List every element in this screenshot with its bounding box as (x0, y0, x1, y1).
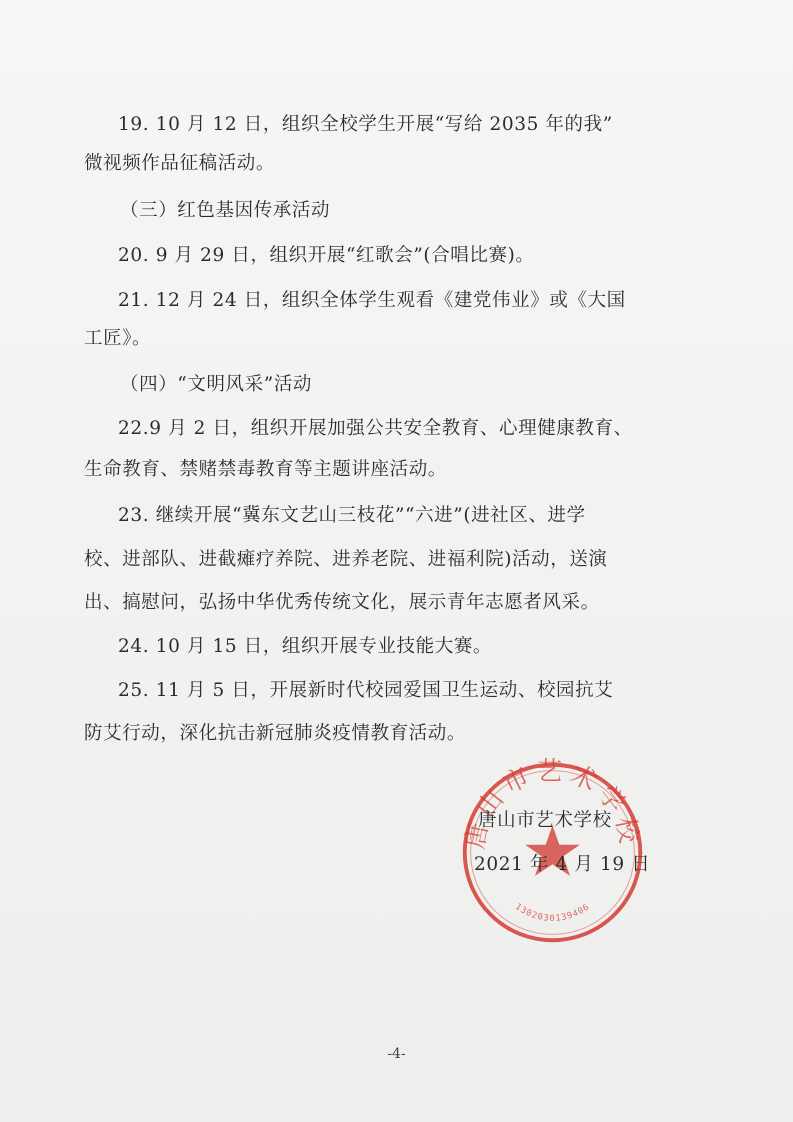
page-number: -4- (387, 1046, 406, 1062)
paragraph-19-line-2: 微视频作品征稿活动。 (84, 153, 276, 174)
paragraph-23-line-3: 出、搞慰问，弘扬中华优秀传统文化，展示青年志愿者风采。 (84, 592, 600, 613)
seal-text: 唐山市艺术学校 (460, 757, 645, 852)
paragraph-24: 24. 10 月 15 日，组织开展专业技能大赛。 (118, 636, 493, 657)
seal-code: 1302030139406 (512, 901, 593, 924)
paragraph-22-line-1: 22.9 月 2 日，组织开展加强公共安全教育、心理健康教育、 (118, 418, 633, 439)
paragraph-20: 20. 9 月 29 日，组织开展“红歌会”(合唱比赛)。 (118, 245, 535, 266)
paragraph-25-line-1: 25. 11 月 5 日，开展新时代校园爱国卫生运动、校园抗艾 (118, 680, 614, 701)
paragraph-25-line-2: 防艾行动，深化抗击新冠肺炎疫情教育活动。 (84, 723, 467, 744)
paragraph-21-line-2: 工匠》。 (84, 328, 152, 349)
signature-organization: 唐山市艺术学校 (478, 810, 612, 831)
paragraph-23-line-2: 校、进部队、进截瘫疗养院、进养老院、进福利院)活动，送演 (84, 549, 608, 570)
paragraph-21-line-1: 21. 12 月 24 日，组织全体学生观看《建党伟业》或《大国 (118, 290, 626, 311)
svg-text:1302030139406 (513, 902, 592, 924)
section-heading-4: （四）“文明风采”活动 (120, 374, 313, 395)
paragraph-23-line-1: 23. 继续开展“冀东文艺山三枝花”“六进”(进社区、进学 (118, 505, 586, 526)
signature-date: 2021 年 4 月 19 日 (474, 854, 651, 875)
paragraph-22-line-2: 生命教育、禁赌禁毒教育等主题讲座活动。 (84, 459, 447, 480)
section-heading-3: （三）红色基因传承活动 (120, 200, 331, 221)
paragraph-19-line-1: 19. 10 月 12 日，组织全校学生开展“写给 2035 年的我” (118, 114, 613, 135)
